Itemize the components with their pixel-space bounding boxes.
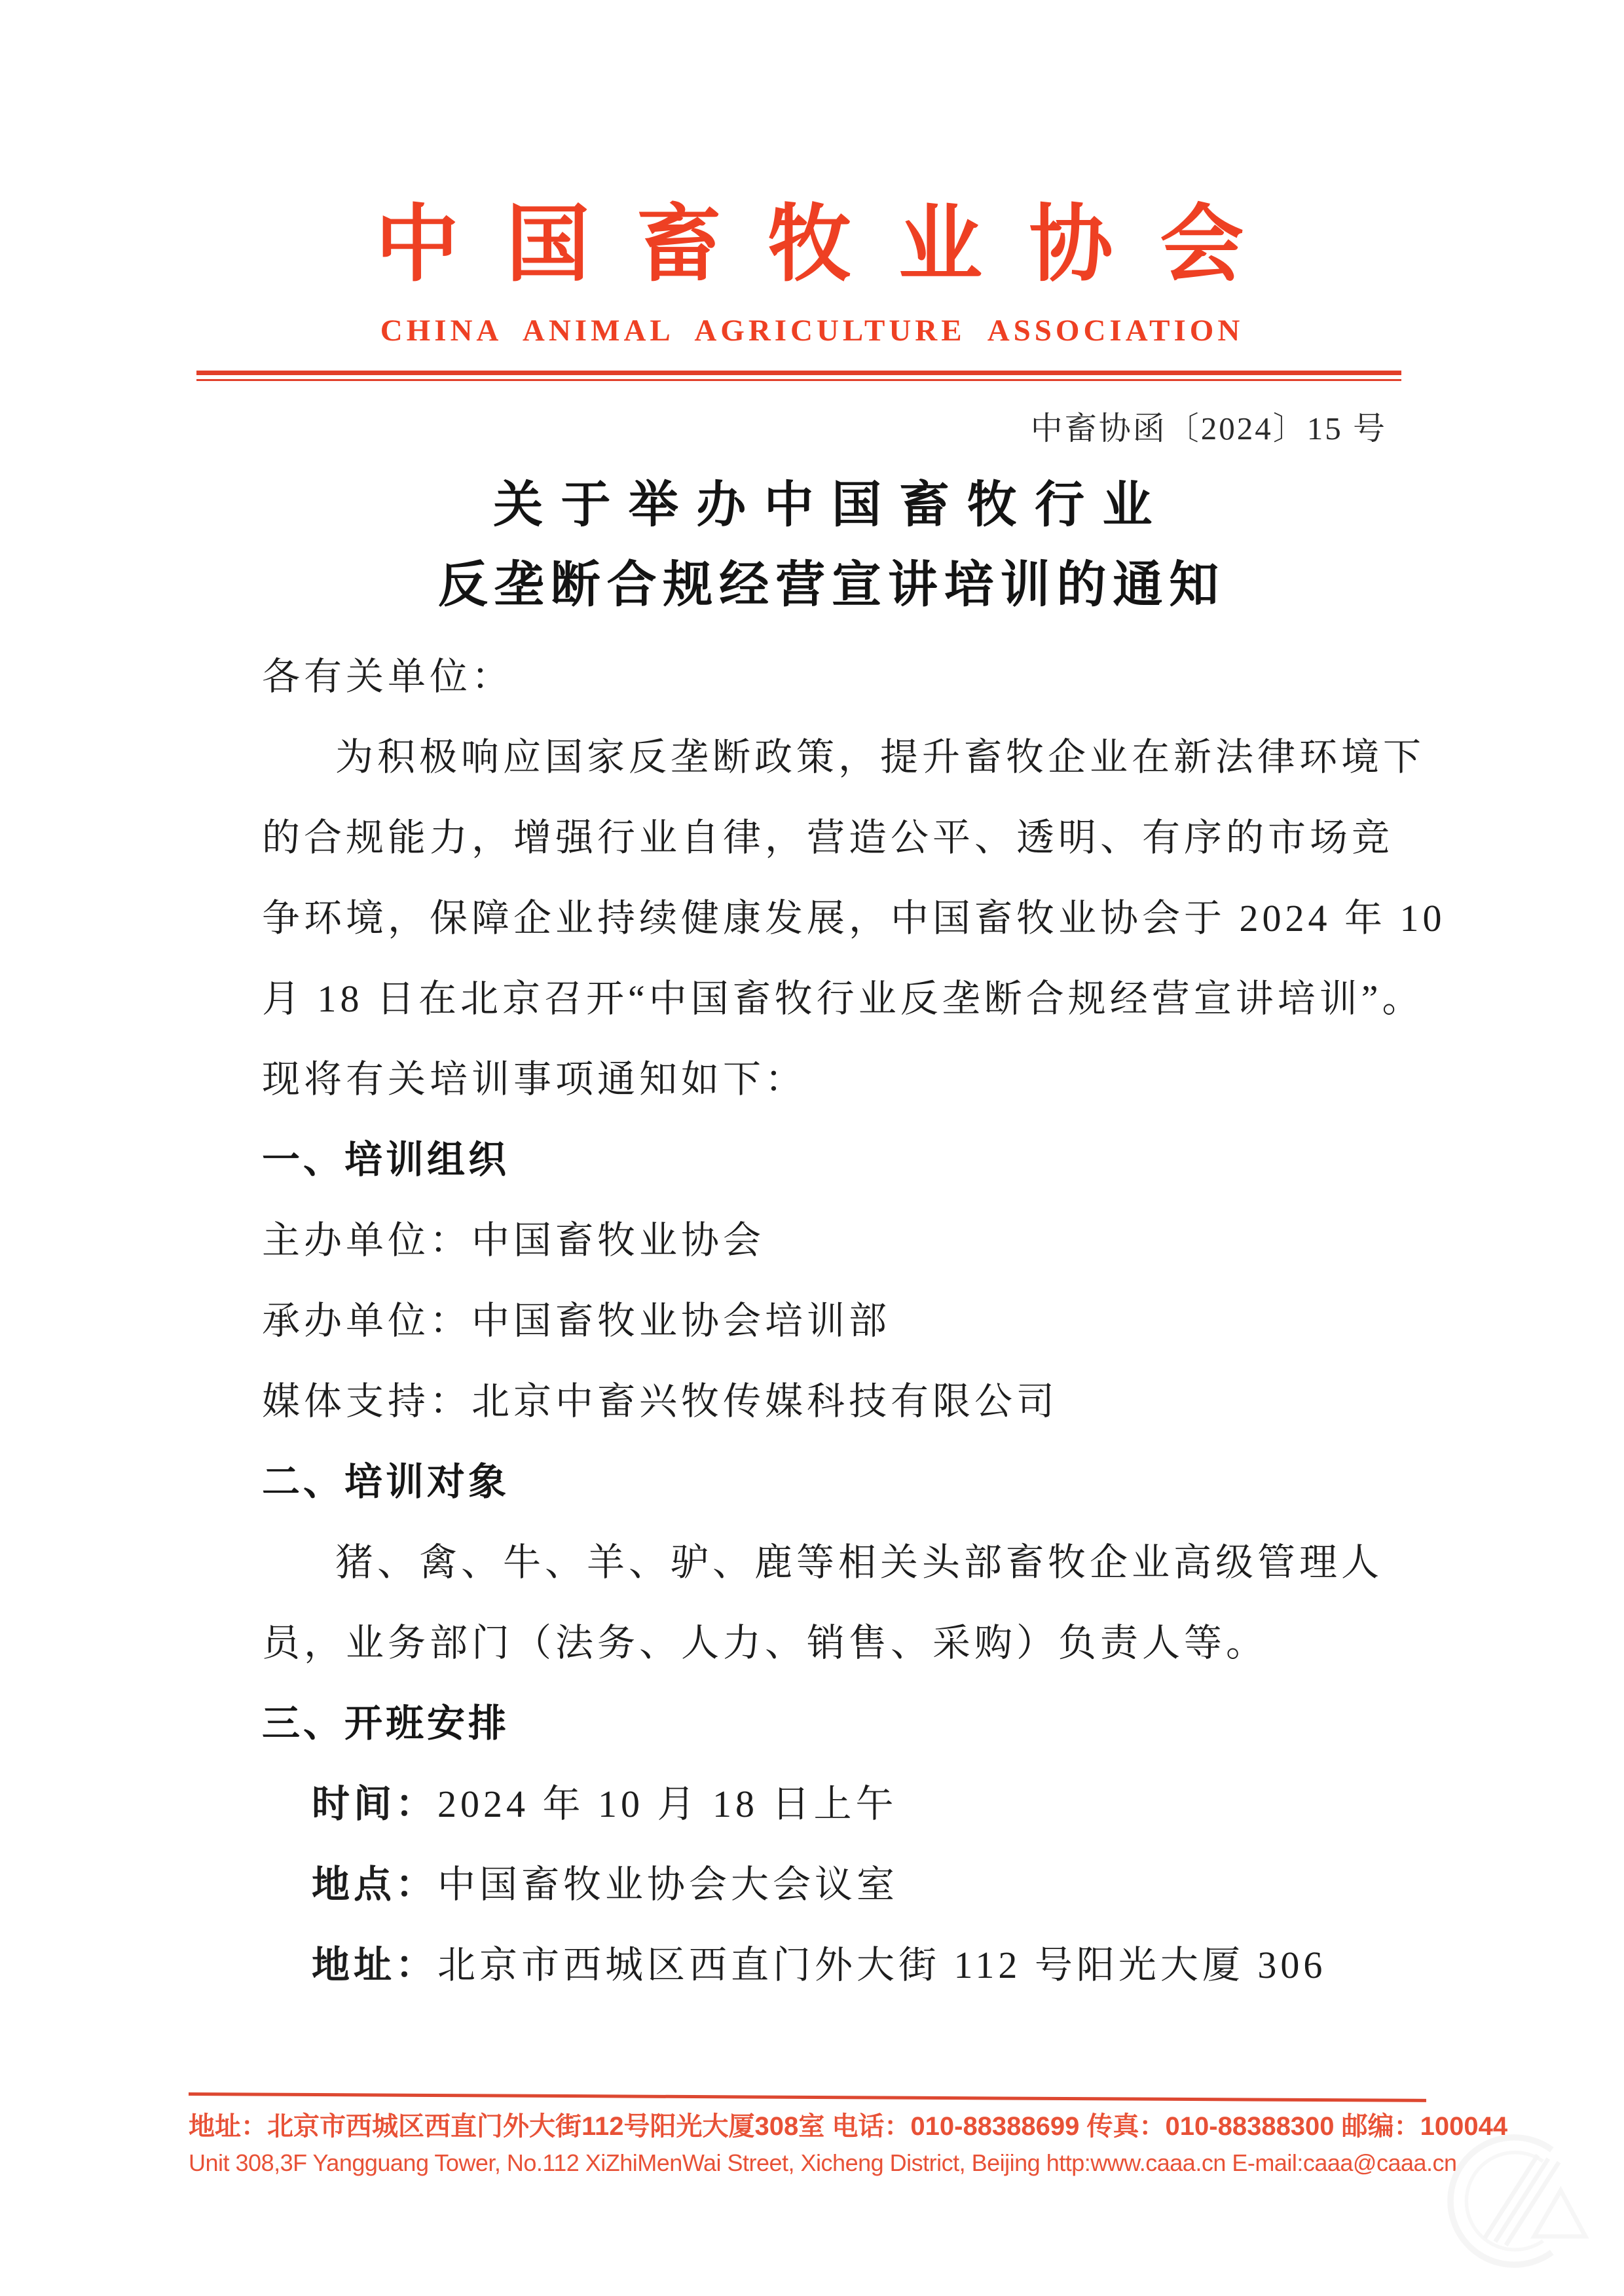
media-support-value: 北京中畜兴牧传媒科技有限公司 bbox=[471, 1380, 1059, 1423]
undertaker-value: 中国畜牧业协会培训部 bbox=[471, 1300, 891, 1342]
schedule-time-value: 2024 年 10 月 18 日上午 bbox=[437, 1783, 898, 1825]
schedule-time-row bbox=[262, 1764, 1401, 1844]
footer-contact-chinese: 地址：北京市西城区西直门外大街112号阳光大厦308室 电话：010-88388699 传真：010-88388300 邮编：100044 bbox=[189, 2112, 1508, 2141]
title-line-1: 关于举办中国畜牧行业 bbox=[493, 478, 1170, 533]
schedule-address-row bbox=[262, 1925, 1401, 2005]
undertaker-row bbox=[262, 1281, 1401, 1361]
document-body bbox=[262, 636, 1446, 2005]
intro-line: 的合规能力，增强行业自律，营造公平、透明、有序的市场竞 bbox=[262, 816, 1394, 859]
intro-line: 为积极响应国家反垄断政策，提升畜牧企业在新法律环境下 bbox=[335, 736, 1426, 778]
document-title bbox=[0, 473, 1624, 618]
document-number: 中畜协函〔2024〕15 号 bbox=[1030, 410, 1387, 446]
media-support-label: 媒体支持： bbox=[262, 1380, 472, 1423]
audience-line: 员，业务部门（法务、人力、销售、采购）负责人等。 bbox=[262, 1622, 1268, 1664]
footer-rule bbox=[189, 2092, 1426, 2102]
letterhead-rule-thin bbox=[196, 379, 1401, 381]
schedule-address-label: 地址： bbox=[312, 1944, 438, 1986]
intro-line: 争环境，保障企业持续健康发展，中国畜牧业协会于 2024 年 10 bbox=[262, 897, 1446, 939]
organizer-value: 中国畜牧业协会 bbox=[471, 1219, 766, 1262]
organizer-row bbox=[262, 1200, 1401, 1281]
footer-contact-english: Unit 308,3F Yangguang Tower, No.112 XiZhiMenWai Street, Xicheng District, Beijing http:www.caaa.cn E-mail:caaa@caaa.cn bbox=[189, 2149, 1457, 2176]
schedule-time-label: 时间： bbox=[312, 1783, 438, 1825]
intro-line: 现将有关培训事项通知如下： bbox=[262, 1058, 807, 1101]
section-heading-1: 一、培训组织 bbox=[262, 1139, 510, 1181]
organizer-label: 主办单位： bbox=[262, 1219, 472, 1262]
letterhead-rule-thick bbox=[196, 371, 1401, 375]
letterhead bbox=[0, 0, 1624, 347]
title-line-2: 反垄断合规经营宣讲培训的通知 bbox=[437, 558, 1226, 613]
section-heading-2: 二、培训对象 bbox=[262, 1461, 510, 1503]
org-name-english: CHINA ANIMAL AGRICULTURE ASSOCIATION bbox=[380, 314, 1244, 348]
intro-line: 月 18 日在北京召开“中国畜牧行业反垄断合规经营宣讲培训”。 bbox=[262, 977, 1424, 1020]
org-name-chinese: 中国畜牧业协会 bbox=[375, 198, 1291, 291]
schedule-address-value: 北京市西城区西直门外大街 112 号阳光大厦 306 bbox=[437, 1944, 1327, 1986]
letterhead-divider bbox=[196, 371, 1401, 381]
letterhead-footer bbox=[189, 2092, 1508, 2178]
undertaker-label: 承办单位： bbox=[262, 1300, 472, 1342]
schedule-venue-row bbox=[262, 1844, 1401, 1925]
audience-line: 猪、禽、牛、羊、驴、鹿等相关头部畜牧企业高级管理人 bbox=[335, 1541, 1384, 1584]
schedule-venue-value: 中国畜牧业协会大会议室 bbox=[437, 1863, 899, 1906]
section-heading-3: 三、开班安排 bbox=[262, 1702, 510, 1745]
media-support-row bbox=[262, 1361, 1401, 1442]
schedule-venue-label: 地点： bbox=[312, 1863, 438, 1906]
salutation: 各有关单位： bbox=[262, 655, 514, 698]
